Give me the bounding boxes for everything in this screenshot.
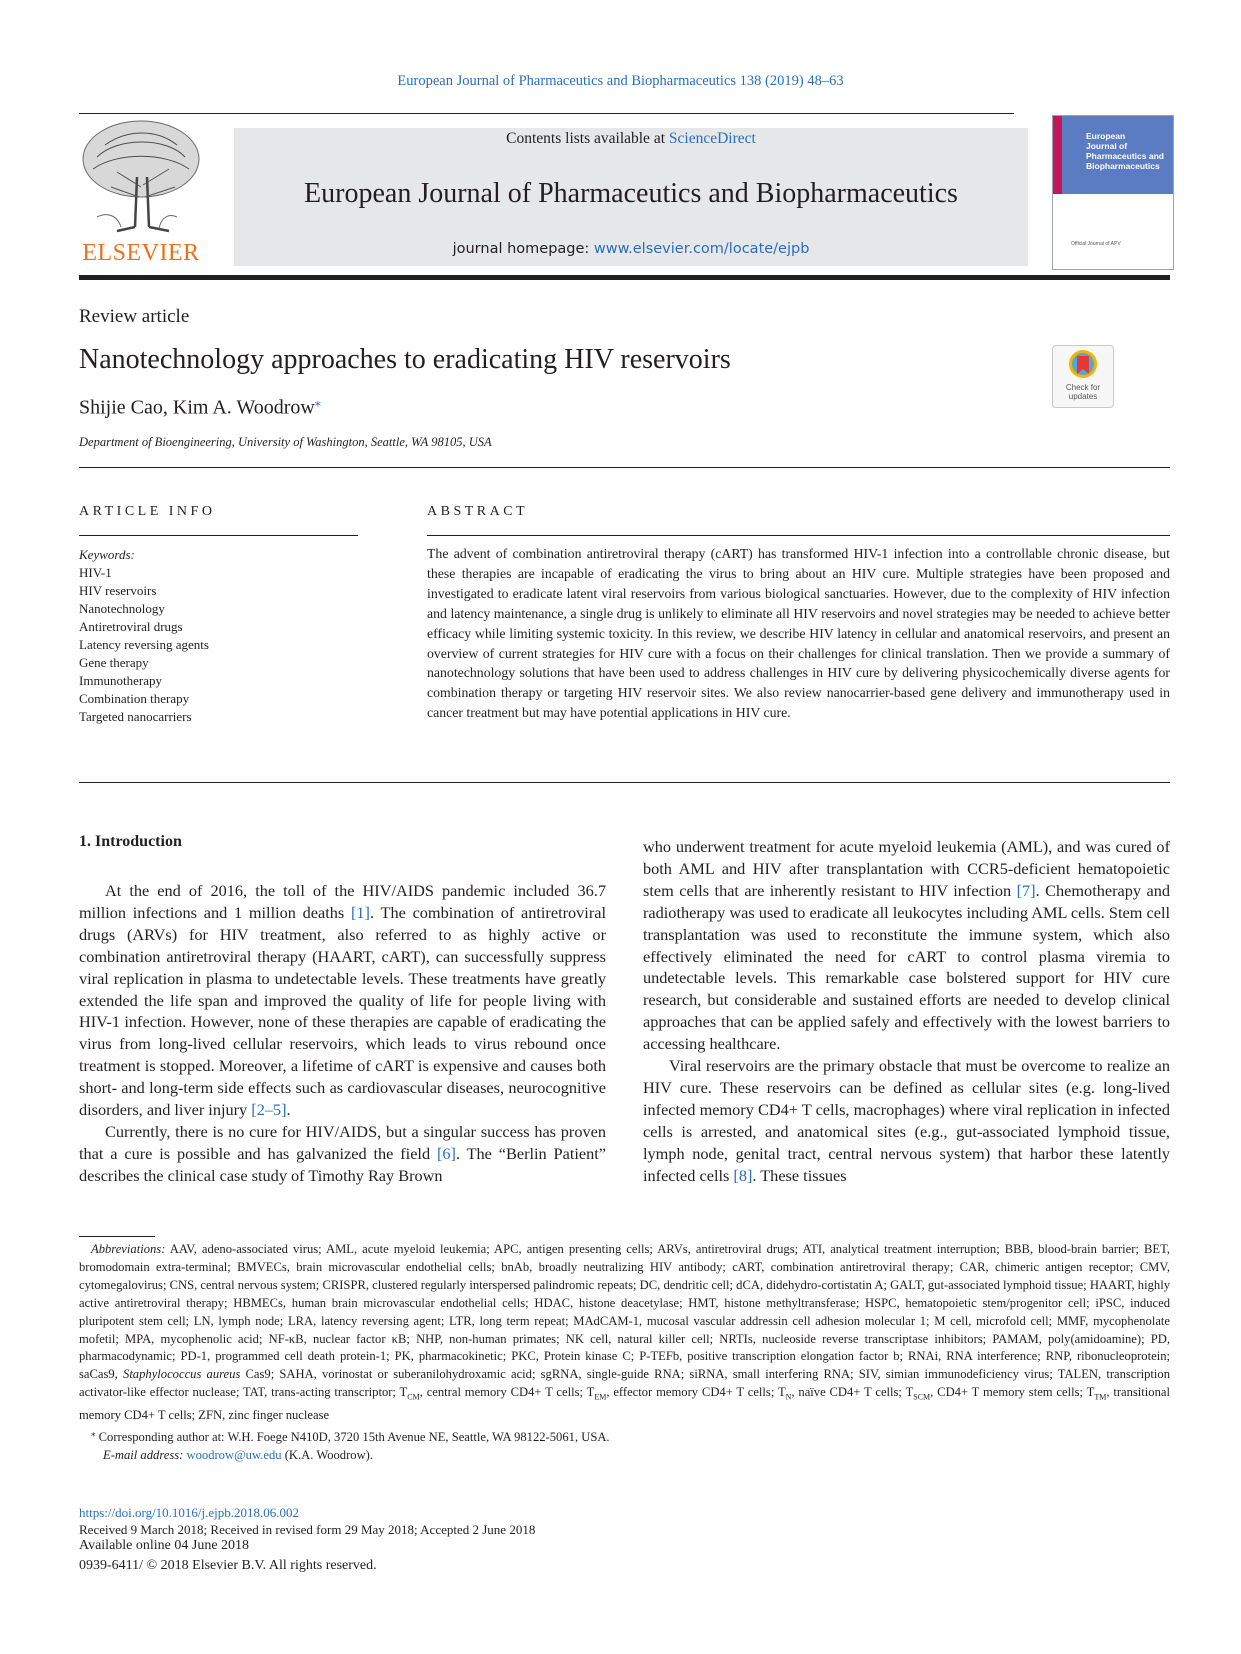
keyword-item: Latency reversing agents xyxy=(79,637,209,652)
cover-title xyxy=(1086,131,1172,171)
subscript: N xyxy=(785,1392,792,1402)
keyword-list xyxy=(79,546,209,726)
text-run: . The combination of antiretroviral drugs (ARVs) for HIV treatment, also referred to as highly active or combination antiretroviral therapy (HAART, cART), can successfully suppress viral replication in plasma to undetectable levels. These treatments have greatly extended the life span and improved the quality of life for people living with HIV-1 infection. However, none of these therapies are capable of eradicating the virus from long-lived cellular reservoirs, which leads to virus rebound once treatment is stopped. Moreover, a lifetime of cART is expensive and causes both short- and long-term side effects such as cardiovascular diseases, neurocognitive disorders, and liver injury xyxy=(79,902,606,1120)
journal-banner xyxy=(234,128,1028,266)
authors: Shijie Cao, Kim A. Woodrow xyxy=(79,396,315,419)
text-run: who underwent treatment for acute myeloid leukemia (AML), and was cured of both AML and HIV after transplantation with CCR5-deficient hematopoietic stem cells that are inherently resistant to HIV infection xyxy=(643,837,1170,900)
footnote-rule xyxy=(79,1236,155,1237)
text-run: (K.A. Woodrow). xyxy=(281,1447,374,1462)
citation-link[interactable]: [8] xyxy=(733,1165,753,1185)
article-info-rule xyxy=(79,535,358,536)
received-dates: Received 9 March 2018; Received in revised form 29 May 2018; Accepted 2 June 2018 xyxy=(79,1521,536,1537)
text-run: T xyxy=(586,1385,595,1400)
text-run: T xyxy=(905,1385,914,1400)
text-run: T xyxy=(777,1385,786,1400)
available-online: Available online 04 June 2018 xyxy=(79,1538,250,1553)
abstract-bottom-rule xyxy=(79,782,1170,783)
keyword-item: Nanotechnology xyxy=(79,601,165,616)
citation-link[interactable]: [7] xyxy=(1016,880,1036,900)
text-run: T xyxy=(1086,1385,1095,1400)
copyright: 0939-6411/ © 2018 Elsevier B.V. All rights reserved. xyxy=(79,1557,377,1573)
subscript: SCM xyxy=(913,1392,931,1402)
text-run: Staphylococcus aureus xyxy=(123,1367,241,1382)
section-heading: 1. Introduction xyxy=(79,833,182,850)
citation-link[interactable]: [1] xyxy=(351,902,370,922)
text-run: Viral reservoirs are the primary obstacle that must be overcome to realize an HIV cure. These reservoirs can be defined as cellular sites (e.g. long-lived infected memory CD4+ T cells, macrophages) where viral replication in infected cells is arrested, and anatomical sites (e.g., gut-associated lymphoid tissue, lymph node, genital tract, central nervous system) that harbor these latently infected cells xyxy=(643,1056,1170,1185)
cover-title-line: European xyxy=(1086,131,1126,141)
cover-footer: Official Journal of APV xyxy=(1071,241,1121,247)
journal-cover[interactable] xyxy=(1052,115,1174,270)
keyword-item: Antiretroviral drugs xyxy=(79,619,183,634)
email-label: E-mail address: xyxy=(103,1447,184,1462)
keywords-label: Keywords: xyxy=(79,547,135,562)
elsevier-wordmark: ELSEVIER xyxy=(82,240,200,266)
keyword-item: HIV-1 xyxy=(79,565,112,580)
cover-title-line: Pharmaceutics and xyxy=(1086,151,1164,161)
text-run: , naïve CD4+ T cells; xyxy=(791,1385,906,1400)
subscript: CM xyxy=(407,1392,420,1402)
text-run: . xyxy=(286,1100,291,1120)
keyword-item: Targeted nanocarriers xyxy=(79,709,192,724)
elsevier-logo[interactable] xyxy=(77,117,205,267)
abstract-heading: ABSTRACT xyxy=(427,504,529,519)
text-run: . These tissues xyxy=(752,1165,847,1185)
tree-icon xyxy=(77,117,205,235)
text-run: . The “Berlin Patient” describes the clinical case study of Timothy Ray Brown xyxy=(79,1143,606,1185)
contents-prefix: Contents lists available at xyxy=(506,130,666,147)
cover-title-line: Journal of xyxy=(1086,141,1128,151)
cover-accent xyxy=(1053,116,1062,194)
abbreviations-label: Abbreviations: xyxy=(91,1242,166,1256)
abbreviations xyxy=(79,1241,1170,1425)
keyword-item: Combination therapy xyxy=(79,691,190,706)
paragraph xyxy=(643,836,1170,1055)
contents-line xyxy=(234,128,1028,148)
publication-info xyxy=(79,1505,535,1574)
cover-title-line: Biopharmaceutics xyxy=(1086,161,1160,171)
paragraph xyxy=(643,1055,1170,1186)
homepage-link[interactable]: www.elsevier.com/locate/ejpb xyxy=(593,241,810,257)
text-run: , transitional memory CD4+ T cells; ZFN, zinc finger nuclease xyxy=(79,1385,1170,1422)
body-column-right xyxy=(643,836,1170,1187)
abstract-text: The advent of combination antiretroviral therapy (cART) has transformed HIV-1 infection into a controllable chronic disease, but these therapies are incapable of eradicating the virus to bring about an HIV cure. Multiple strategies have been proposed and investigated to eradicate latent viral reservoirs from various biological sanctuaries. However, due to the complexity of HIV infection and latency maintenance, a single drug is unlikely to eliminate all HIV reservoirs and novel strategies may be needed to achieve better efficacy while limiting systemic toxicity. In this review, we describe HIV latency in cellular and anatomical reservoirs, and present an overview of current strategies for HIV cure with a focus on their challenges for clinical translation. Then we provide a summary of nanotechnology solutions that have been used to address challenges in HIV cure by delivering physicochemically diverse agents for combination therapy or targeting HIV reservoir sites. We also review nanocarrier-based gene delivery and immunotherapy used in cancer treatment but may have potential applications in HIV cure. xyxy=(427,546,1170,721)
text-run: AAV, adeno-associated virus; AML, acute myeloid leukemia; APC, antigen presenting cells; ARVs, antiretroviral drugs; ATI, analytical treatment interruption; BBB, blood-brain barrier; BET, bromodomain extra-terminal; BMVECs, brain microvascular endothelial cells; bnAb, broadly neutralizing HIV antibody; cART, combination antiretroviral therapy; CAR, chimeric antigen receptor; CMV, cytomegalovirus; CNS, central nervous system; CRISPR, clustered regularly interspersed palindromic repeats; DC, dendritic cell; dCA, didehydro-cortistatin A; GALT, gut-associated lymphoid tissue; HAART, highly active antiretroviral therapy; HBMECs, human brain microvascular endothelial cells; HDAC, histone deacetylase; HMT, histone methyltransferase; HSPC, hematopoietic stem/progenitor cell; iPSC, induced pluripotent stem cell; LN, lymph node; LRA, latency reversing agent; LTR, long term repeat; MAdCAM-1, mucosal vascular addressin cell adhesion molecular 1; M cell, microfold cell; MMF, mycophenolate mofetil; MPA, mycophenolic acid; NF-κB, nuclear factor κB; NHP, non-human primates; NK cell, natural killer cell; NRTIs, nucleoside reverse transcriptase inhibitors; PAMAM, poly(amidoamine); PD, pharmacodynamic; PD-1, programmed cell death protein-1; PK, pharmacokinetic; PKC, Protein kinase C; P-TEFb, positive transcription elongation factor b; RNAi, RNA interference; RNP, ribonucleoprotein; saCas9, xyxy=(79,1242,1170,1382)
journal-title: European Journal of Pharmaceutics and Biopharmaceutics xyxy=(304,178,958,209)
text-run: , central memory CD4+ T cells; xyxy=(419,1385,587,1400)
citation-link[interactable]: [6] xyxy=(436,1143,456,1163)
homepage-line xyxy=(234,241,1028,257)
abbreviations-footnote xyxy=(79,1241,1170,1465)
article-title: Nanotechnology approaches to eradicating HIV reservoirs xyxy=(79,344,731,375)
sciencedirect-link[interactable]: ScienceDirect xyxy=(668,130,756,147)
journal-citation[interactable]: European Journal of Pharmaceutics and Biopharmaceutics 138 (2019) 48–63 xyxy=(397,73,844,89)
article-info-heading: ARTICLE INFO xyxy=(79,504,216,519)
affiliation: Department of Bioengineering, University of Washington, Seattle, WA 98105, USA xyxy=(79,435,492,449)
homepage-prefix: journal homepage: xyxy=(452,241,590,257)
text-run: Cas9; SAHA, vorinostat or suberanilohydroxamic acid; sgRNA, single-guide RNA; siRNA, small interfering RNA; SIV, simian immunodeficiency virus; TALEN, transcription activator-like effector nuclease; TAT, trans-acting transcriptor; xyxy=(79,1367,1170,1400)
text-run: , effector memory CD4+ T cells; xyxy=(606,1385,778,1400)
email-link[interactable]: woodrow@uw.edu xyxy=(186,1447,282,1462)
header-rule xyxy=(79,113,1014,114)
citation-link[interactable]: [2–5] xyxy=(251,1100,287,1120)
body-column-left xyxy=(79,880,606,1187)
author-list xyxy=(79,395,321,420)
abstract-rule xyxy=(427,535,1170,536)
title-rule xyxy=(79,467,1170,468)
corresponding-author-mark[interactable]: ⁎ xyxy=(314,395,321,409)
doi-link[interactable]: https://doi.org/10.1016/j.ejpb.2018.06.002 xyxy=(79,1505,300,1520)
text-run: At the end of 2016, the toll of the HIV/AIDS pandemic included 36.7 million infections and 1 million deaths xyxy=(79,881,606,922)
footnote-mark: ⁎ xyxy=(91,1427,96,1438)
email-note xyxy=(79,1447,1170,1465)
text-run: Corresponding author at: W.H. Foege N410D, 3720 15th Avenue NE, Seattle, WA 98122-5061, USA. xyxy=(95,1429,610,1444)
keyword-item: HIV reservoirs xyxy=(79,583,157,598)
keyword-item: Gene therapy xyxy=(79,655,149,670)
text-run: Currently, there is no cure for HIV/AIDS, but a singular success has proven that a cure is possible and has galvanized the field xyxy=(79,1121,606,1163)
check-for-updates-badge[interactable] xyxy=(1052,345,1114,408)
header-thick-rule xyxy=(79,275,1170,280)
subscript: EM xyxy=(594,1392,607,1402)
text-run: , CD4+ T memory stem cells; xyxy=(930,1385,1087,1400)
paragraph xyxy=(79,1121,606,1187)
article-type: Review article xyxy=(79,306,190,327)
paragraph xyxy=(79,880,606,1121)
text-run: T xyxy=(399,1385,408,1400)
bookmark-ribbon-icon xyxy=(1053,348,1113,384)
keyword-item: Immunotherapy xyxy=(79,673,163,688)
text-run: . Chemotherapy and radiotherapy was used to eradicate all leukocytes including AML cells. Stem cell transplantation was used to reconstitute the immune system, which also effectively eliminated the need for cART to control plasma viremia to undetectable levels. This remarkable case bolstered support for HIV cure research, but considerable and sustained efforts are needed to develop clinical approaches that can be applied safely and effectively with the lowest barriers to accessing healthcare. xyxy=(643,880,1170,1054)
check-for-updates-label: Check for updates xyxy=(1065,383,1101,401)
corresponding-author-note xyxy=(79,1425,1170,1447)
subscript: TM xyxy=(1094,1392,1107,1402)
